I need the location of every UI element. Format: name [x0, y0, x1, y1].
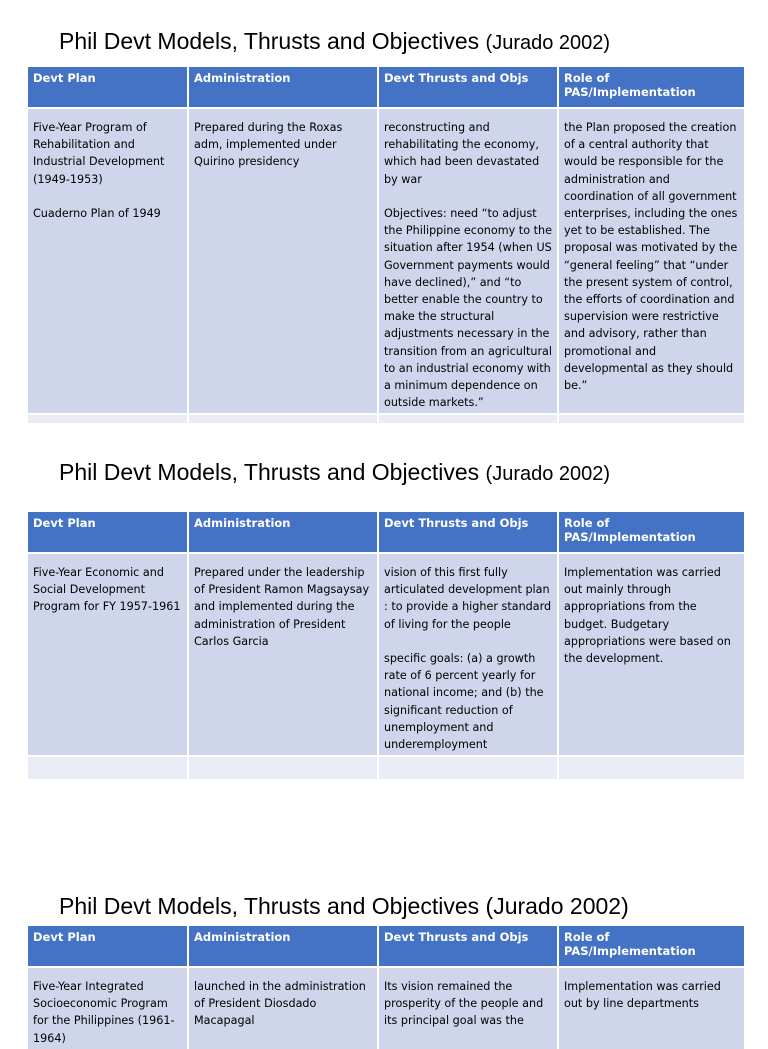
cell-devt-plan: Five-Year Integrated Socioeconomic Program for the Philippines (1961-1964)	[28, 967, 188, 1049]
header-administration: Administration	[188, 512, 378, 553]
cell-role-pas: the Plan proposed the creation of a central authority that would be responsible for the administration and coordination of all government enterprises, including the ones yet to be established. The proposal was motivated by the “general feeling” that “under the present system of control, the efforts of coordination and supervision were restrictive and advisory, rather than promotional and developmental as they should be.”	[558, 108, 744, 414]
table-row	[28, 108, 744, 414]
cell-devt-thrusts: vision of this first fully articulated development plan : to provide a higher standard of living for the people specific goals: (a) a growth rate of 6 percent yearly for national income; and (b) the significant reduction of unemployment and underemployment	[378, 553, 558, 756]
empty-row	[28, 414, 744, 423]
plan-table	[28, 67, 744, 423]
header-devt-plan: Devt Plan	[28, 926, 188, 967]
slide-title	[59, 893, 629, 920]
cell-devt-plan: Five-Year Program of Rehabilitation and Industrial Development (1949-1953) Cuaderno Plan of 1949	[28, 108, 188, 414]
title-text: Phil Devt Models, Thrusts and Objectives	[59, 28, 480, 54]
header-row	[28, 926, 744, 967]
table-row	[28, 967, 744, 1049]
slide-title	[59, 459, 610, 486]
title-text: Phil Devt Models, Thrusts and Objectives (Jurado 2002)	[59, 893, 629, 919]
header-role-pas: Role of PAS/Implementation	[558, 67, 744, 108]
cell-role-pas: Implementation was carried out by line departments	[558, 967, 744, 1049]
header-row	[28, 512, 744, 553]
cell-administration: Prepared during the Roxas adm, implemented under Quirino presidency	[188, 108, 378, 414]
cell-devt-thrusts: reconstructing and rehabilitating the economy, which had been devastated by war Objectives: need “to adjust the Philippine economy to the situation after 1954 (when US Government payments would have declined),” and “to better enable the country to make the structural adjustments necessary in the transition from an agricultural to an industrial economy with a minimum dependence on outside markets.”	[378, 108, 558, 414]
slide-title	[59, 28, 610, 55]
cell-administration: launched in the administration of President Diosdado Macapagal	[188, 967, 378, 1049]
empty-row	[28, 756, 744, 779]
title-citation: (Jurado 2002)	[485, 463, 611, 485]
cell-administration: Prepared under the leadership of President Ramon Magsaysay and implemented during the administration of President Carlos Garcia	[188, 553, 378, 756]
table-row	[28, 553, 744, 756]
cell-devt-plan: Five-Year Economic and Social Development Program for FY 1957-1961	[28, 553, 188, 756]
header-devt-plan: Devt Plan	[28, 512, 188, 553]
title-text: Phil Devt Models, Thrusts and Objectives	[59, 459, 480, 485]
plan-table	[28, 512, 744, 779]
header-devt-thrusts: Devt Thrusts and Objs	[378, 926, 558, 967]
title-citation: (Jurado 2002)	[485, 32, 611, 54]
header-administration: Administration	[188, 67, 378, 108]
cell-devt-thrusts: Its vision remained the prosperity of the people and its principal goal was the	[378, 967, 558, 1049]
header-devt-thrusts: Devt Thrusts and Objs	[378, 67, 558, 108]
header-devt-plan: Devt Plan	[28, 67, 188, 108]
header-role-pas: Role of PAS/Implementation	[558, 512, 744, 553]
header-administration: Administration	[188, 926, 378, 967]
header-devt-thrusts: Devt Thrusts and Objs	[378, 512, 558, 553]
plan-table	[28, 926, 744, 1049]
header-row	[28, 67, 744, 108]
header-role-pas: Role of PAS/Implementation	[558, 926, 744, 967]
cell-role-pas: Implementation was carried out mainly through appropriations from the budget. Budgetary appropriations were based on the development.	[558, 553, 744, 756]
